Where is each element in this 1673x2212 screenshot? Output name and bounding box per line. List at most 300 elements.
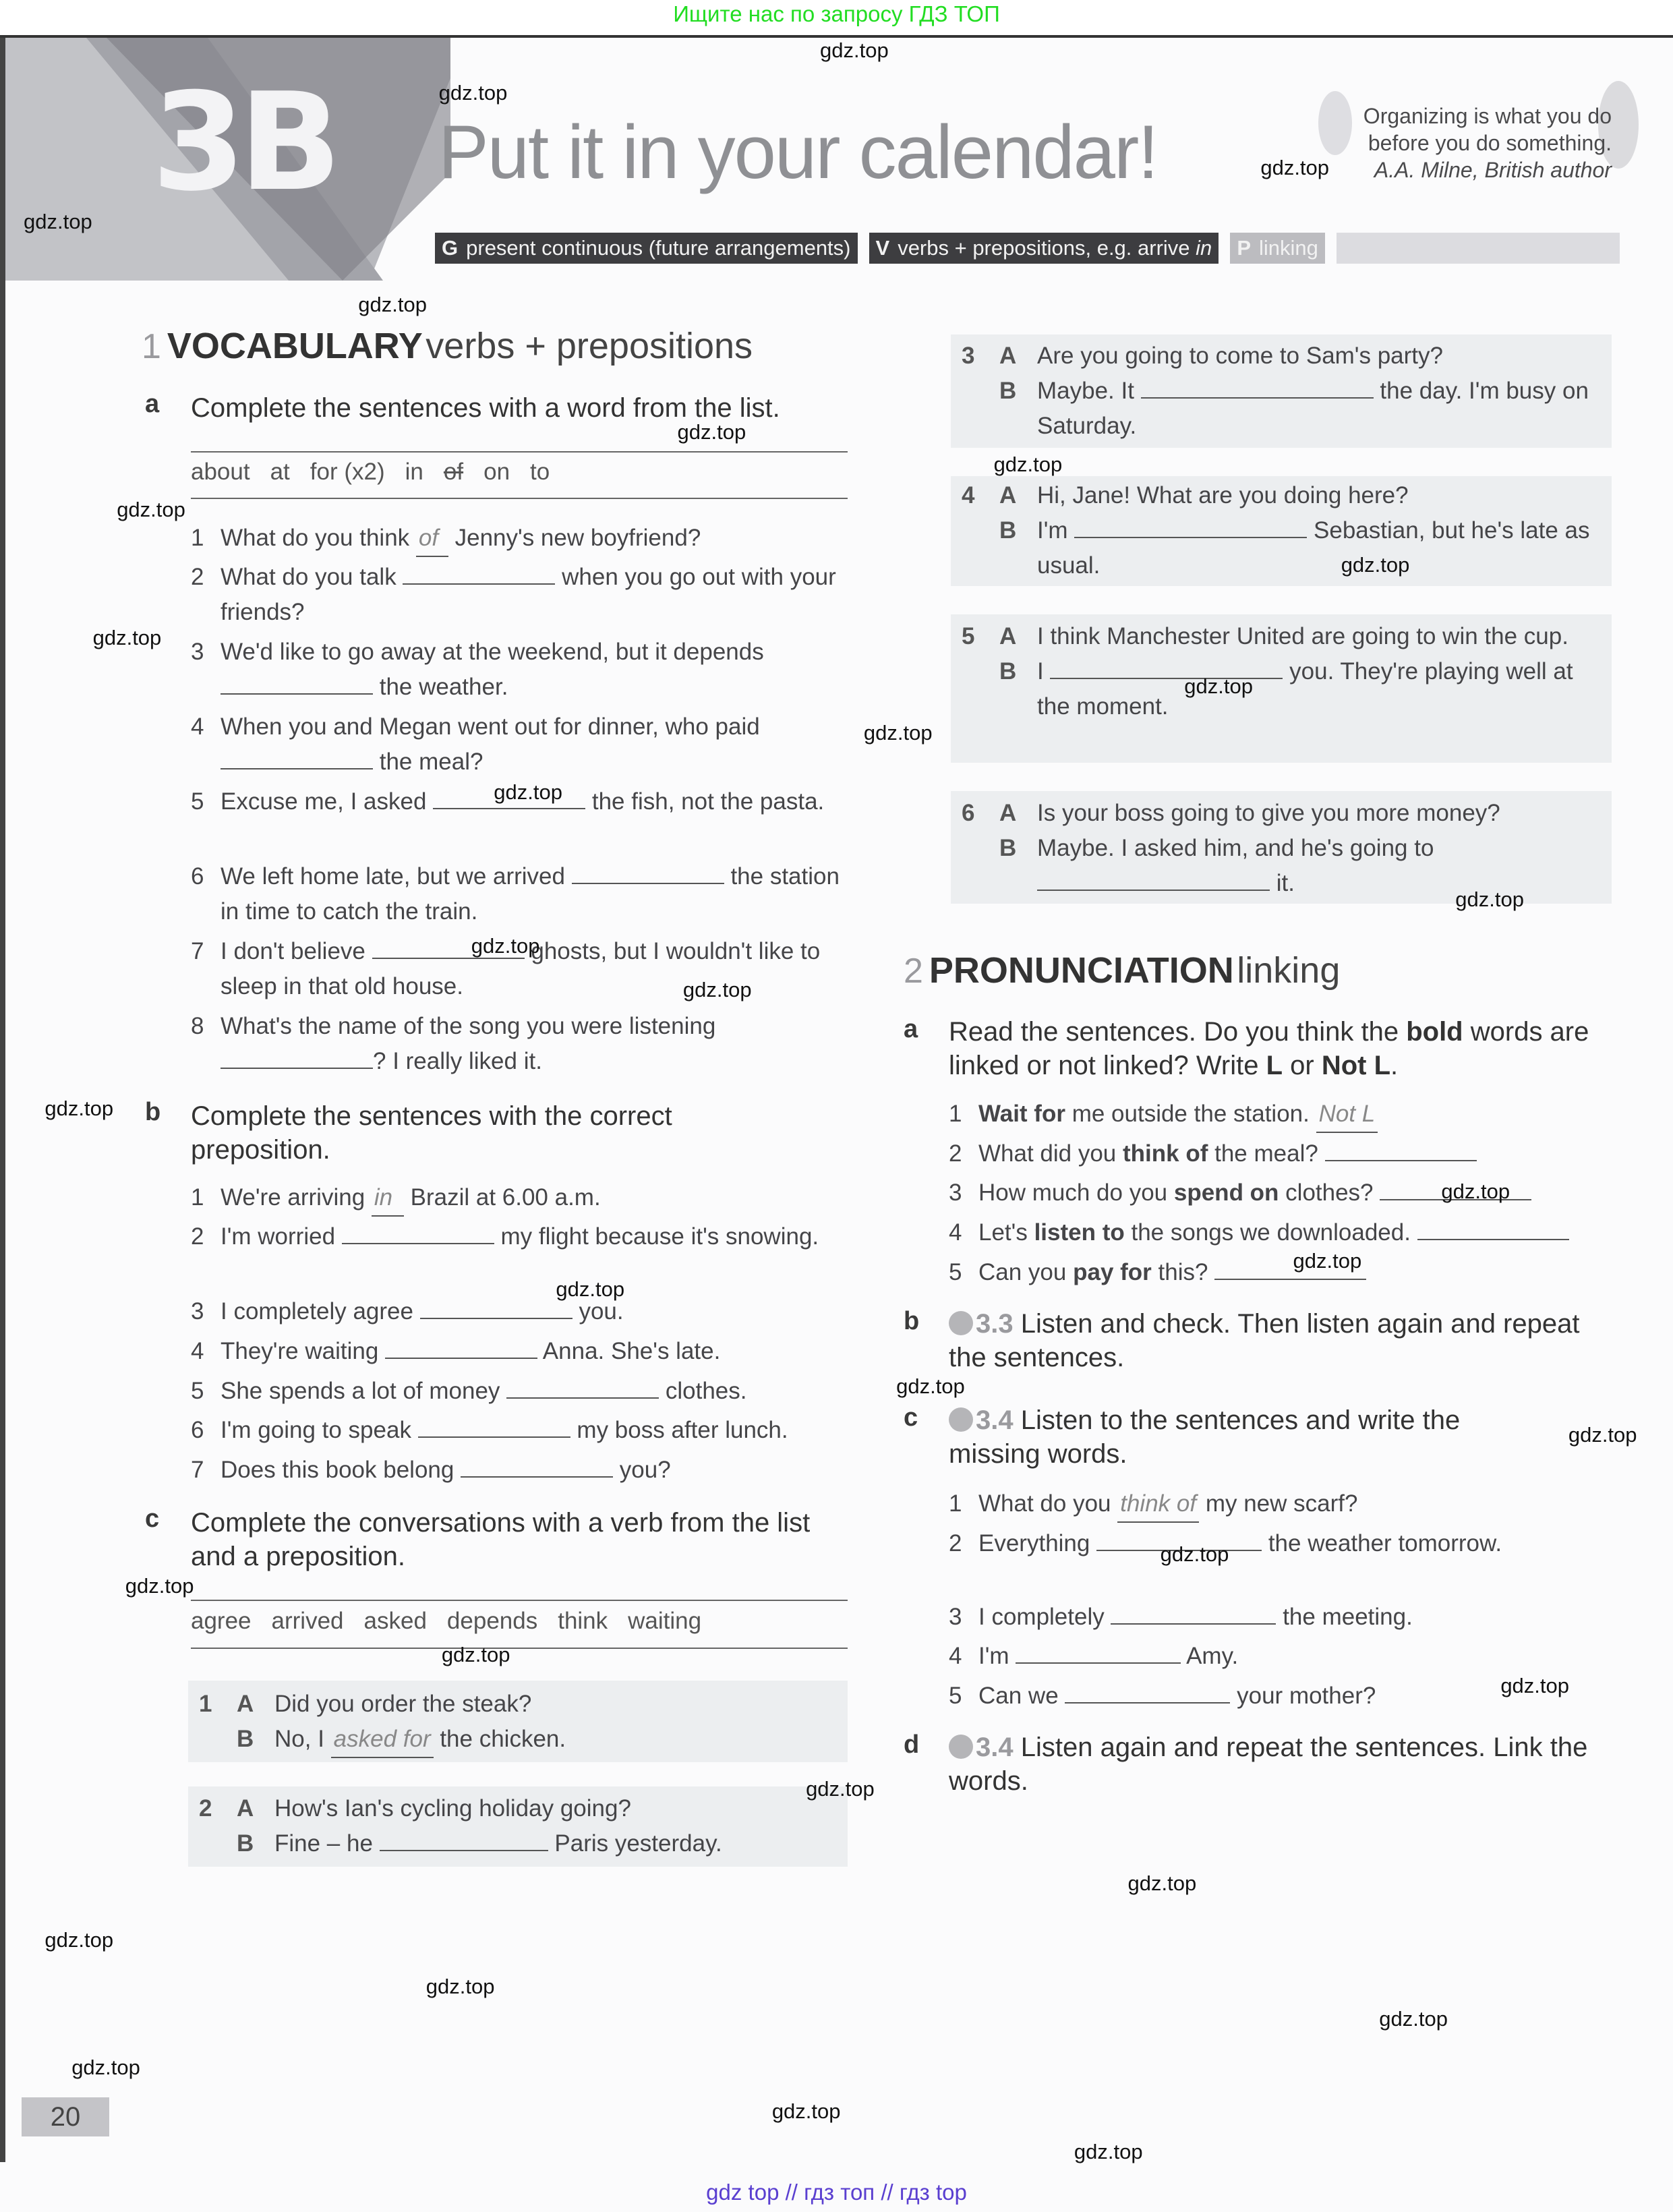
conversation	[962, 478, 1609, 583]
topic-tags	[435, 233, 1620, 264]
item-number: 4	[191, 714, 204, 740]
section-vocabulary-heading	[142, 325, 753, 367]
text: Does this book belong	[221, 1457, 461, 1483]
exercise-item	[949, 1215, 1664, 1250]
conversation-line	[962, 796, 1609, 831]
watermark: gdz.top	[1160, 1542, 1229, 1567]
answer-blank[interactable]	[572, 860, 724, 884]
watermark: gdz.top	[117, 497, 185, 521]
item-text	[978, 1175, 1664, 1211]
item-text	[221, 859, 848, 929]
tag-text: verbs + prepositions, e.g. arrive	[898, 236, 1190, 260]
conversation-line	[962, 478, 1609, 513]
item-text	[978, 1486, 1576, 1523]
pronunciation-tag	[1230, 233, 1325, 264]
exercise-instruction: Complete the conversations with a verb from the list and a preposition.	[191, 1508, 811, 1571]
instruction-text: Listen to the sentences and write the missing words.	[949, 1405, 1461, 1469]
answer-blank[interactable]	[380, 1827, 548, 1851]
text: They're waiting	[221, 1338, 386, 1364]
word-list-item: about	[191, 459, 250, 485]
text: my flight because it's snowing.	[494, 1223, 819, 1250]
conversation	[962, 339, 1609, 444]
text: What do you	[978, 1490, 1118, 1517]
vocabulary-tag	[869, 233, 1219, 264]
watermark: gdz.top	[1341, 552, 1410, 577]
text: words are linked or not linked? Write	[949, 1017, 1589, 1080]
text: the meal?	[373, 749, 483, 775]
item-number: 6	[191, 863, 204, 890]
watermark: gdz.top	[1260, 156, 1330, 180]
answer-blank[interactable]	[1111, 1600, 1276, 1625]
quote	[1335, 103, 1612, 183]
search-banner: Ищите нас по запросу ГДЗ ТОП	[673, 1, 1000, 26]
text: I'm	[1037, 517, 1075, 544]
text: When you and Megan went out for dinner, who paid	[221, 714, 760, 740]
text: Can we	[978, 1683, 1065, 1709]
watermark: gdz.top	[71, 2055, 140, 2079]
bold-text: listen to	[1034, 1219, 1125, 1246]
conversation-line	[199, 1826, 792, 1861]
text: the day. I'm busy on Saturday.	[1037, 378, 1589, 439]
item-number: 2	[191, 1223, 204, 1250]
speaker-label: B	[999, 658, 1017, 685]
audio-icon[interactable]	[949, 1407, 973, 1432]
text: you. They're playing well at the moment.	[1037, 658, 1573, 720]
text: the songs we downloaded.	[1124, 1219, 1417, 1246]
conversation-line	[962, 619, 1609, 654]
conversation-number	[199, 1722, 237, 1758]
text: my new scarf?	[1199, 1490, 1358, 1517]
watermark: gdz.top	[1455, 887, 1525, 911]
item-text	[221, 1374, 872, 1409]
item-text	[221, 1453, 872, 1488]
text: I'm worried	[221, 1223, 342, 1250]
tag-letter: P	[1237, 236, 1251, 260]
text: Hi, Jane! What are you doing here?	[1037, 482, 1409, 508]
exercise-instruction	[949, 1307, 1596, 1374]
watermark: gdz.top	[896, 1374, 965, 1399]
watermark: gdz.top	[441, 1643, 510, 1667]
quote-author: A.A. Milne, British author	[1374, 158, 1612, 182]
section-subtitle: verbs + prepositions	[425, 326, 753, 366]
watermark: gdz.top	[1379, 2007, 1448, 2031]
item-number: 4	[949, 1219, 962, 1246]
word-list-item: in	[405, 459, 423, 485]
conversation-line	[962, 339, 1609, 374]
answer-blank[interactable]	[506, 1374, 659, 1399]
item-text	[221, 1294, 872, 1329]
conversation-line	[962, 374, 1609, 444]
exercise-instruction: Complete the sentences with the correct preposition.	[191, 1101, 672, 1165]
speaker-label: B	[999, 835, 1017, 861]
item-number: 7	[191, 1457, 204, 1483]
watermark: gdz.top	[682, 977, 752, 1001]
text: clothes.	[659, 1378, 747, 1404]
text: my boss after lunch.	[570, 1417, 788, 1443]
line-text	[1037, 796, 1609, 831]
answer-blank[interactable]	[385, 1335, 537, 1359]
track-number: 3.4	[976, 1405, 1014, 1435]
watermark: gdz.top	[471, 933, 540, 958]
quote-line: before you do something.	[1368, 131, 1612, 155]
item-text	[978, 1097, 1664, 1133]
text: Fine – he	[274, 1830, 380, 1857]
exercise-item	[949, 1639, 1576, 1674]
text: the weather tomorrow.	[1262, 1530, 1502, 1556]
conversation-line	[199, 1722, 792, 1758]
speaker-label: B	[237, 1726, 254, 1752]
speaker-label: B	[237, 1830, 254, 1857]
tag-text-italic: in	[1196, 236, 1212, 260]
exercise-item	[191, 1219, 872, 1254]
item-number: 4	[949, 1643, 962, 1669]
text: How's Ian's cycling holiday going?	[274, 1795, 631, 1822]
item-number: 1	[191, 1184, 204, 1211]
bold-text: pay for	[1073, 1259, 1152, 1285]
exercise-item	[949, 1679, 1576, 1714]
answer-blank[interactable]	[1065, 1679, 1230, 1704]
exercise-letter: c	[904, 1403, 918, 1432]
line-text	[1037, 619, 1609, 654]
exercise-instruction	[949, 1730, 1610, 1798]
item-number: 5	[191, 788, 204, 815]
text: me outside the station.	[1065, 1101, 1316, 1127]
item-text	[978, 1639, 1576, 1674]
section-number: 2	[904, 952, 923, 991]
text: Anna. She's late.	[537, 1338, 721, 1364]
text: We'd like to go away at the weekend, but it depends	[221, 639, 764, 665]
watermark: gdz.top	[125, 1573, 194, 1598]
exercise-item	[191, 560, 848, 630]
answer-blank[interactable]	[403, 560, 555, 585]
instruction-text: Listen again and repeat the sentences. Link the words.	[949, 1733, 1588, 1796]
text: How much do you	[978, 1180, 1174, 1206]
item-number: 2	[949, 1530, 962, 1556]
text: No, I	[274, 1726, 331, 1752]
bold-text: bold	[1406, 1017, 1463, 1047]
text: or	[1283, 1051, 1322, 1080]
item-text	[221, 521, 848, 557]
watermark: gdz.top	[358, 293, 427, 317]
word-list-item: of	[443, 459, 464, 485]
exercise-item	[191, 635, 848, 705]
word-list-item: at	[270, 459, 290, 485]
text: What do you talk	[221, 564, 403, 590]
item-number: 7	[191, 938, 204, 964]
text: Sebastian, but he's late as usual.	[1037, 517, 1590, 579]
item-number: 3	[949, 1180, 962, 1206]
line-text	[1037, 513, 1609, 583]
text: ghosts, but I wouldn't like to sleep in that old house.	[221, 938, 821, 999]
conversation-line	[199, 1791, 792, 1826]
line-text	[274, 1687, 792, 1722]
line-text	[274, 1791, 792, 1826]
text: your mother?	[1230, 1683, 1376, 1709]
exercise-item	[949, 1136, 1664, 1171]
tag-letter: V	[875, 236, 890, 260]
answer-blank[interactable]	[1141, 374, 1374, 399]
answer-blank[interactable]	[1016, 1639, 1181, 1664]
text: clothes?	[1279, 1180, 1380, 1206]
answer-blank[interactable]	[420, 1295, 573, 1319]
watermark: gdz.top	[556, 1277, 625, 1301]
answer-blank[interactable]: think of	[1117, 1486, 1199, 1523]
speaker-label: B	[999, 378, 1017, 404]
conversation-number	[962, 374, 999, 444]
text: Are you going to come to Sam's party?	[1037, 343, 1443, 369]
exercise-item	[949, 1175, 1664, 1211]
text: you.	[572, 1298, 624, 1325]
exercise-item	[191, 1413, 872, 1448]
text: the meeting.	[1276, 1604, 1413, 1630]
exercise-item	[191, 1180, 872, 1217]
watermark: gdz.top	[1293, 1248, 1362, 1273]
exercise-letter: b	[904, 1307, 920, 1335]
answer-blank[interactable]	[1037, 867, 1270, 891]
conversation-number: 3	[962, 343, 975, 369]
page-title: Put it in your calendar!	[438, 110, 1158, 194]
text: Everything	[978, 1530, 1097, 1556]
conversation	[199, 1687, 792, 1758]
text: the station in time to catch the train.	[221, 863, 840, 925]
text: when you go out with your friends?	[221, 564, 836, 625]
item-number: 5	[949, 1683, 962, 1709]
instruction-text: Listen and check. Then listen again and repeat the sentences.	[949, 1309, 1580, 1372]
page-number: 20	[22, 2097, 109, 2136]
text: Read the sentences. Do you think the	[949, 1017, 1407, 1047]
watermark: gdz.top	[45, 1928, 114, 1952]
word-list-item: agree	[191, 1608, 252, 1634]
answer-blank[interactable]	[221, 745, 373, 769]
word-list-item: arrived	[271, 1608, 344, 1634]
item-number: 2	[191, 564, 204, 590]
item-text	[978, 1526, 1576, 1561]
text: Brazil at 6.00 a.m.	[403, 1184, 601, 1211]
text: .	[1390, 1051, 1399, 1080]
watermark: gdz.top	[92, 626, 162, 650]
watermark: gdz.top	[993, 452, 1063, 476]
answer-blank[interactable]	[461, 1453, 613, 1478]
line-text	[274, 1722, 792, 1758]
page-edge	[0, 38, 5, 2162]
item-number: 1	[949, 1490, 962, 1517]
answer-blank[interactable]: in	[372, 1180, 404, 1217]
item-text	[221, 1180, 872, 1217]
track-number: 3.3	[976, 1309, 1014, 1339]
text: Let's	[978, 1219, 1034, 1246]
audio-icon[interactable]	[949, 1311, 973, 1335]
answer-blank[interactable]: Not L	[1316, 1097, 1378, 1133]
exercise-instruction	[949, 1403, 1542, 1471]
conversation-number	[199, 1826, 237, 1861]
item-number: 2	[949, 1140, 962, 1167]
text: Jenny's new boyfriend?	[448, 525, 701, 551]
word-list-item: waiting	[628, 1608, 702, 1634]
answer-blank[interactable]: of	[416, 521, 448, 557]
item-text	[221, 635, 848, 705]
text: I completely	[978, 1604, 1111, 1630]
watermark: gdz.top	[1074, 2140, 1143, 2164]
answer-blank[interactable]	[221, 670, 373, 695]
bold-text: Wait for	[978, 1101, 1065, 1127]
speaker-label: A	[999, 482, 1017, 508]
word-list-item: think	[558, 1608, 608, 1634]
exercise-item	[949, 1600, 1576, 1635]
text: What do you think	[221, 525, 416, 551]
item-text	[978, 1679, 1576, 1714]
watermark: gdz.top	[1441, 1180, 1510, 1204]
item-text	[978, 1136, 1664, 1171]
tag-text: present continuous (future arrangements)	[466, 236, 851, 260]
item-number: 1	[191, 525, 204, 551]
divider	[191, 1600, 848, 1601]
conversation-number: 5	[962, 623, 975, 649]
exercise-letter: b	[145, 1098, 161, 1126]
watermark: gdz.top	[820, 38, 889, 63]
divider	[191, 451, 848, 453]
watermark: gdz.top	[1184, 674, 1253, 698]
text: I completely agree	[221, 1298, 420, 1325]
conversation-line	[962, 513, 1609, 583]
conversation	[199, 1791, 792, 1861]
item-number: 4	[191, 1338, 204, 1364]
exercise-item	[191, 1294, 872, 1329]
speaker-label: B	[999, 517, 1017, 544]
word-list-item: asked	[363, 1608, 427, 1634]
item-number: 5	[949, 1259, 962, 1285]
watermark: gdz.top	[23, 209, 92, 233]
watermark: gdz.top	[863, 720, 933, 745]
conversation	[962, 619, 1609, 724]
exercise-item	[191, 709, 848, 780]
answer-blank[interactable]	[1417, 1216, 1569, 1240]
item-text	[221, 1334, 872, 1369]
section-number: 1	[142, 327, 161, 366]
watermark: gdz.top	[1500, 1674, 1570, 1698]
exercise-item	[191, 521, 848, 557]
item-number: 3	[191, 639, 204, 665]
grammar-tag	[435, 233, 858, 264]
word-list-item: on	[483, 459, 510, 485]
line-text	[1037, 478, 1609, 513]
text: What's the name of the song you were listening	[221, 1013, 716, 1039]
text: I think Manchester United are going to win the cup.	[1037, 623, 1568, 649]
item-number: 8	[191, 1013, 204, 1039]
speaker-label: A	[237, 1795, 254, 1822]
tag-bar-fill	[1337, 233, 1620, 264]
text: I don't believe	[221, 938, 372, 964]
section-title: VOCABULARY	[167, 326, 423, 366]
conversation	[962, 796, 1609, 901]
answer-blank[interactable]: asked for	[331, 1722, 434, 1758]
text: the weather.	[373, 674, 508, 700]
answer-blank[interactable]	[221, 1045, 373, 1069]
conversation-line	[962, 654, 1609, 724]
item-text	[221, 1219, 872, 1254]
conversation-line	[199, 1687, 792, 1722]
text: We left home late, but we arrived	[221, 863, 572, 890]
text: Did you order the steak?	[274, 1691, 532, 1717]
text: She spends a lot of money	[221, 1378, 507, 1404]
text: Paris yesterday.	[548, 1830, 722, 1857]
watermark: gdz.top	[771, 2099, 841, 2123]
track-number: 3.4	[976, 1733, 1014, 1762]
bold-text: L	[1266, 1051, 1283, 1080]
footer-banner: gdz top // гдз топ // гдз top	[706, 2180, 967, 2205]
answer-blank[interactable]	[342, 1220, 494, 1244]
text: I	[1037, 658, 1051, 685]
audio-icon[interactable]	[949, 1735, 973, 1759]
conversation-number	[962, 513, 999, 583]
word-list-item: for (x2)	[310, 459, 385, 485]
item-number: 3	[949, 1604, 962, 1630]
exercise-instruction	[949, 1015, 1610, 1082]
conversation-number: 2	[199, 1795, 212, 1822]
exercise-item	[191, 1374, 872, 1409]
exercise-item	[191, 1453, 872, 1488]
answer-blank[interactable]	[1074, 514, 1307, 538]
watermark: gdz.top	[45, 1096, 114, 1120]
item-text	[221, 1413, 872, 1448]
bold-text: spend on	[1173, 1180, 1279, 1206]
text: I'm going to speak	[221, 1417, 418, 1443]
item-text	[221, 709, 848, 780]
watermark: gdz.top	[677, 419, 746, 444]
item-number: 1	[949, 1101, 962, 1127]
exercise-item	[191, 859, 848, 929]
line-text	[1037, 374, 1609, 444]
exercise-item	[191, 1334, 872, 1369]
tag-text: linking	[1259, 236, 1318, 260]
speaker-label: A	[999, 623, 1017, 649]
section-subtitle: linking	[1237, 950, 1341, 991]
item-text	[221, 560, 848, 630]
text: I'm	[978, 1643, 1016, 1669]
tag-letter: G	[442, 236, 459, 260]
unit-number: 3B	[152, 64, 335, 221]
line-text	[1037, 654, 1609, 724]
answer-blank[interactable]	[1325, 1137, 1477, 1161]
watermark: gdz.top	[1568, 1422, 1637, 1447]
text: ? I really liked it.	[373, 1048, 542, 1074]
divider	[191, 498, 848, 499]
word-list	[191, 1608, 722, 1635]
answer-blank[interactable]	[418, 1414, 570, 1438]
speaker-label: A	[999, 343, 1017, 369]
section-title: PRONUNCIATION	[929, 950, 1234, 991]
exercise-item	[949, 1526, 1576, 1561]
divider	[191, 1648, 848, 1649]
text: Can you	[978, 1259, 1074, 1285]
text: this?	[1151, 1259, 1215, 1285]
text: We're arriving	[221, 1184, 372, 1211]
exercise-letter: c	[145, 1505, 160, 1533]
exercise-item	[949, 1486, 1576, 1523]
word-list-item: to	[530, 459, 550, 485]
text: Excuse me, I asked	[221, 788, 434, 815]
text: Maybe. It	[1037, 378, 1141, 404]
conversation-number	[962, 654, 999, 724]
exercise-instruction: Complete the sentences with a word from the list.	[191, 393, 780, 423]
text: the chicken.	[433, 1726, 566, 1752]
watermark: gdz.top	[1127, 1871, 1197, 1896]
watermark: gdz.top	[425, 1975, 495, 1999]
text: the fish, not the pasta.	[585, 788, 825, 815]
watermark: gdz.top	[438, 81, 508, 105]
item-text	[978, 1215, 1664, 1250]
text: it.	[1270, 870, 1295, 896]
conversation-number	[962, 831, 999, 901]
